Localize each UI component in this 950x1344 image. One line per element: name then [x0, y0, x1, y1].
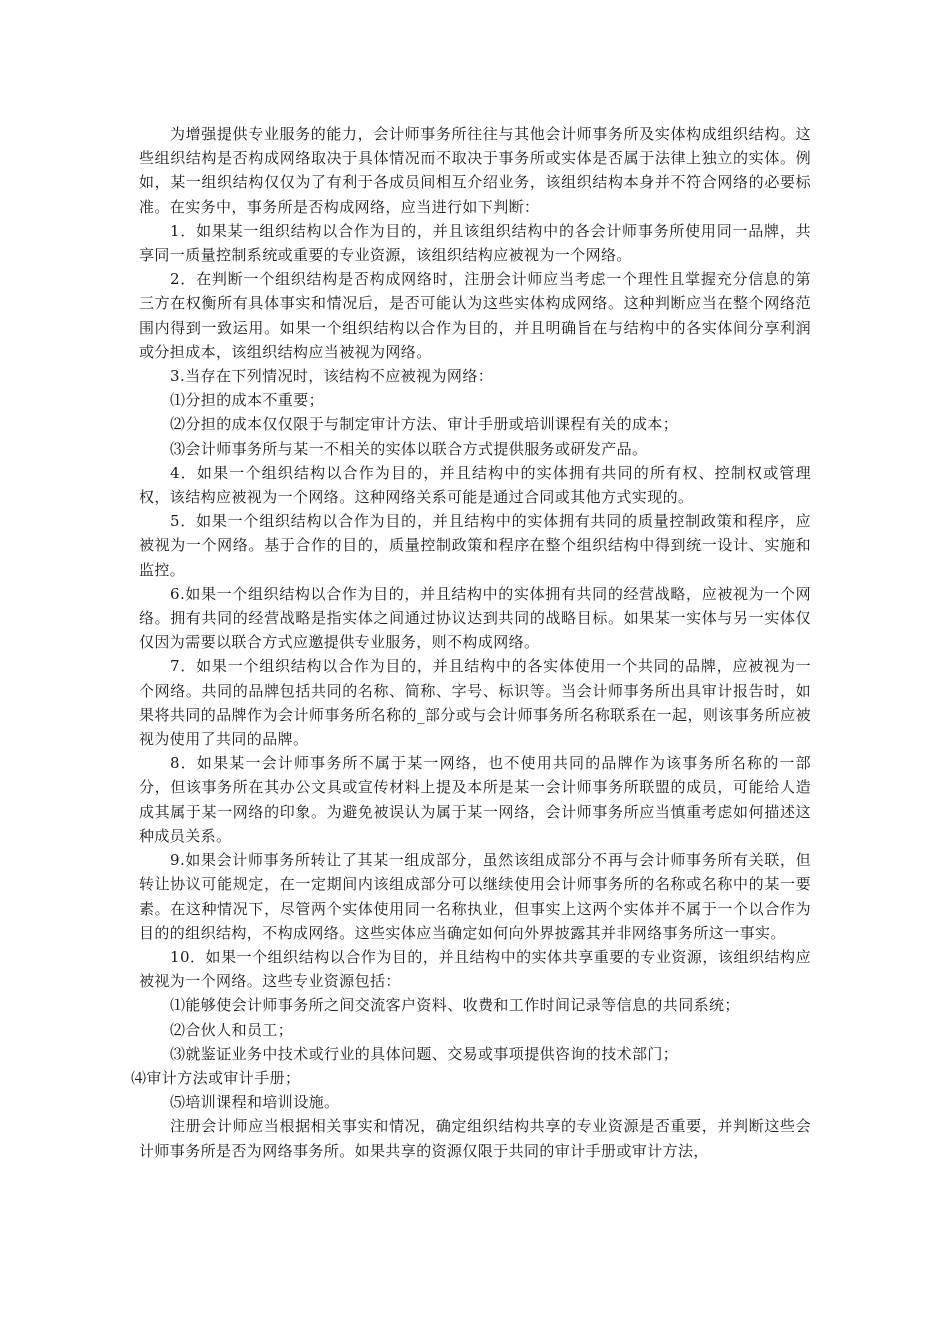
paragraph-item-10: 10．如果一个组织结构以合作为目的，并且结构中的实体共享重要的专业资源，该组织结构应被视为一个网络。这些专业资源包括： [139, 947, 811, 991]
paragraph-item-10-sub-5: ⑸培训课程和培训设施。 [170, 1093, 340, 1112]
paragraph-item-4: 4．如果一个组织结构以合作为目的，并且结构中的实体拥有共同的所有权、控制权或管理权，该结构应被视为一个网络。这种网络关系可能是通过合同或其他方式实现的。 [139, 463, 811, 507]
paragraph-intro: 为增强提供专业服务的能力，会计师事务所往往与其他会计师事务所及实体构成组织结构。这些组织结构是否构成网络取决于具体情况而不取决于事务所或实体是否属于法律上独立的实体。例如，某一组织结构仅仅为了有利于各成员间相互介绍业务，该组织结构本身并不符合网络的必要标准。在实务中，事务所是否构成网络，应当进行如下判断： [139, 125, 811, 216]
paragraph-item-5: 5．如果一个组织结构以合作为目的，并且结构中的实体拥有共同的质量控制政策和程序，应被视为一个网络。基于合作的目的，质量控制政策和程序在整个组织结构中得到统一设计、实施和监控。 [139, 512, 811, 579]
paragraph-conclusion: 注册会计师应当根据相关事实和情况，确定组织结构共享的专业资源是否重要，并判断这些会计师事务所是否为网络事务所。如果共享的资源仅限于共同的审计手册或审计方法， [139, 1117, 811, 1160]
paragraph-item-3-sub-2: ⑵分担的成本仅仅限于与制定审计方法、审计手册或培训课程有关的成本； [170, 415, 679, 434]
paragraph-item-8: 8．如果某一会计师事务所不属于某一网络，也不使用共同的品牌作为该事务所名称的一部分，但该事务所在其办公文具或宣传材料上提及本所是某一会计师事务所联盟的成员，可能给人造成其属于某一网络的印象。为避免被误认为属于某一网络，会计师事务所应当慎重考虑如何描述这种成员关系。 [139, 754, 811, 845]
document-body [131, 122, 811, 1163]
paragraph-item-2: 2．在判断一个组织结构是否构成网络时，注册会计师应当考虑一个理性且掌握充分信息的第三方在权衡所有具体事实和情况后，是否可能认为这些实体构成网络。这种判断应当在整个网络范围内得到一致运用。如果一个组织结构以合作为目的，并且明确旨在与结构中的各实体间分享利润或分担成本，该组织结构应当被视为网络。 [139, 270, 811, 361]
paragraph-item-10-sub-1: ⑴能够使会计师事务所之间交流客户资料、收费和工作时间记录等信息的共同系统； [170, 996, 740, 1015]
paragraph-item-3-sub-3: ⑶会计师事务所与某一不相关的实体以联合方式提供服务或研发产品。 [170, 439, 648, 458]
paragraph-item-1: 1．如果某一组织结构以合作为目的，并且该组织结构中的各会计师事务所使用同一品牌，共享同一质量控制系统或重要的专业资源，该组织结构应被视为一个网络。 [139, 221, 811, 265]
paragraph-item-3-sub-1: ⑴分担的成本不重要； [170, 391, 325, 410]
paragraph-item-9: 9.如果会计师事务所转让了其某一组成部分，虽然该组成部分不再与会计师事务所有关联，但转让协议可能规定，在一定期间内该组成部分可以继续使用会计师事务所的名称或名称中的某一要素。在这种情况下，尽管两个实体使用同一名称执业，但事实上这两个实体并不属于一个以合作为目的的组织结构，不构成网络。这些实体应当确定如何向外界披露其并非网络事务所这一事实。 [139, 851, 811, 942]
paragraph-item-6: 6.如果一个组织结构以合作为目的，并且结构中的实体拥有共同的经营战略，应被视为一个网络。拥有共同的经营战略是指实体之间通过协议达到共同的战略目标。如果某一实体与另一实体仅仅因为需要以联合方式应邀提供专业服务，则不构成网络。 [139, 584, 811, 652]
paragraph-item-7: 7．如果一个组织结构以合作为目的，并且结构中的各实体使用一个共同的品牌，应被视为一个网络。共同的品牌包括共同的名称、简称、字号、标识等。当会计师事务所出具审计报告时，如果将共同的品牌作为会计师事务所名称的_部分或与会计师事务所名称联系在一起，则该事务所应被视为使用了共同的品牌。 [139, 657, 811, 749]
paragraph-item-10-sub-2: ⑵合伙人和员工； [170, 1020, 294, 1039]
paragraph-item-10-sub-3: ⑶就鉴证业务中技术或行业的具体问题、交易或事项提供咨询的技术部门； [170, 1044, 679, 1063]
paragraph-item-3: 3.当存在下列情况时，该结构不应被视为网络： [170, 367, 494, 386]
paragraph-item-10-sub-4: ⑷审计方法或审计手册； [131, 1068, 301, 1087]
